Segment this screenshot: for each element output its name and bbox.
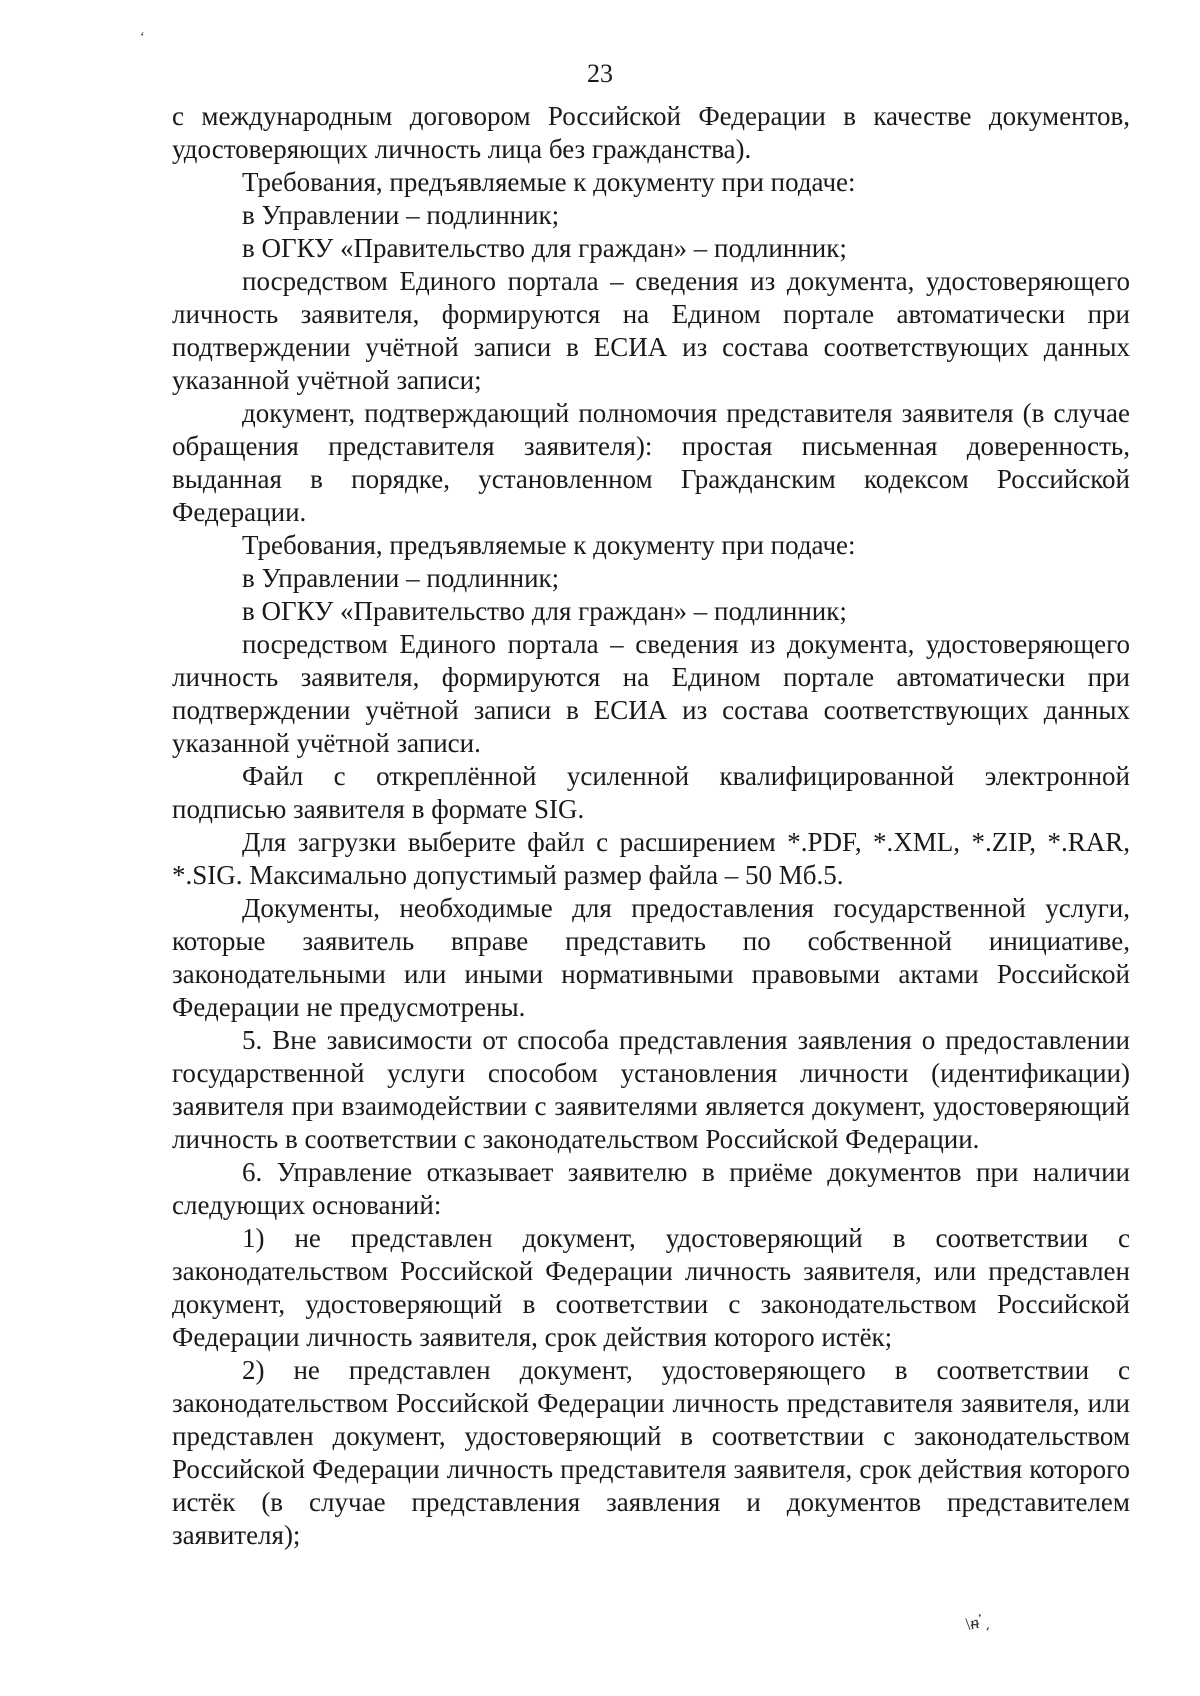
paragraph-requirements-heading-2: Требования, предъявляемые к документу при подаче: (242, 530, 856, 560)
paragraph-signature-file: Файл с откреплённой усиленной квалифицированной электронной подписью заявителя в формате SIG. (172, 761, 1130, 824)
handwritten-initials-mark: \ᵰ̓ ͵ (963, 1609, 992, 1635)
paragraph-requirement-portal-2: посредством Единого портала – сведения из документа, удостоверяющего личность заявителя, формируются на Едином портале автоматически при подтверждении учётной записи в ЕСИА из состава соответствующих данных указанной учётной записи. (172, 629, 1130, 758)
paragraph-continuation: с международным договором Российской Федерации в качестве документов, удостоверяющих личность лица без гражданства). (172, 101, 1130, 164)
paragraph-item-6-2: 2) не представлен документ, удостоверяющего в соответствии с законодательством Российской Федерации личность представителя заявителя, или представлен документ, удостоверяющий в соответствии с законодательством Российской Федерации личность представителя заявителя, срок действия которого истёк (в случае представления заявления и документов представителем заявителя); (172, 1355, 1130, 1550)
paragraph-requirement-portal: посредством Единого портала – сведения из документа, удостоверяющего личность заявителя, формируются на Едином портале автоматически при подтверждении учётной записи в ЕСИА из состава соответствующих данных указанной учётной записи; (172, 266, 1130, 395)
paragraph-requirement-ogku-2: в ОГКУ «Правительство для граждан» – подлинник; (242, 596, 847, 626)
paragraph-upload-formats: Для загрузки выберите файл с расширением *.PDF, *.XML, *.ZIP, *.RAR, *.SIG. Максимально допустимый размер файла – 50 Мб.5. (172, 827, 1130, 890)
paragraph-requirements-heading: Требования, предъявляемые к документу при подаче: (242, 167, 856, 197)
paragraph-requirement-ogku: в ОГКУ «Правительство для граждан» – подлинник; (242, 233, 847, 263)
paragraph-requirement-directorate-2: в Управлении – подлинник; (242, 563, 560, 593)
margin-tick-mark: ‘ (140, 30, 145, 45)
paragraph-optional-documents: Документы, необходимые для предоставления государственной услуги, которые заявитель вправе представить по собственной инициативе, законодательными или иными нормативными правовыми актами Российской Федерации не предусмотрены. (172, 893, 1130, 1022)
paragraph-item-6: 6. Управление отказывает заявителю в приёме документов при наличии следующих оснований: (172, 1157, 1130, 1220)
paragraph-power-of-attorney: документ, подтверждающий полномочия представителя заявителя (в случае обращения представителя заявителя): простая письменная доверенность, выданная в порядке, установленном Гражданским кодексом Российской Федерации. (172, 398, 1130, 527)
paragraph-item-6-1: 1) не представлен документ, удостоверяющий в соответствии с законодательством Российской Федерации личность заявителя, или представлен документ, удостоверяющий в соответствии с законодательством Российской Федерации личность заявителя, срок действия которого истёк; (172, 1223, 1130, 1352)
page-number: 23 (587, 59, 613, 88)
body-text (172, 100, 1130, 1552)
paragraph-requirement-directorate: в Управлении – подлинник; (242, 200, 560, 230)
paragraph-item-5: 5. Вне зависимости от способа представления заявления о предоставлении государственной услуги способом установления личности (идентификации) заявителя при взаимодействии с заявителями является документ, удостоверяющий личность в соответствии с законодательством Российской Федерации. (172, 1025, 1130, 1154)
